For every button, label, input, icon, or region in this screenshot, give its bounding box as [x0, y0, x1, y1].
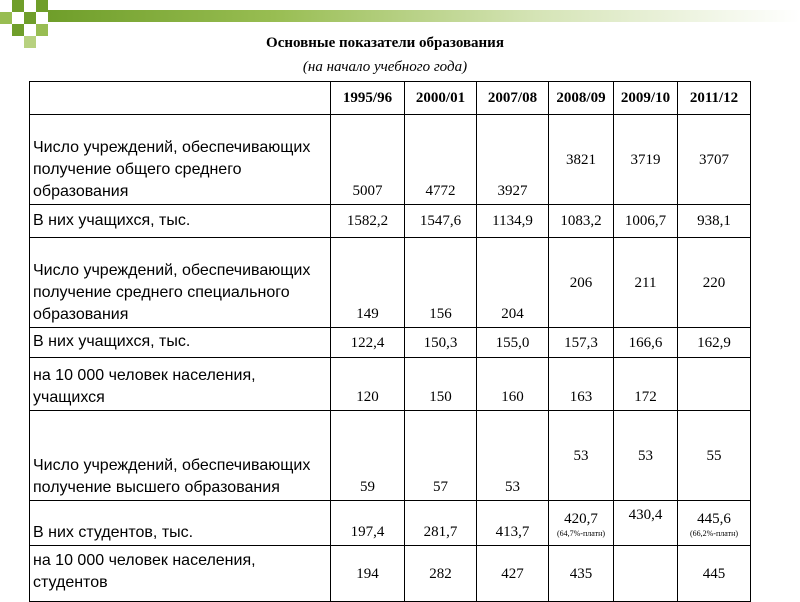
value-text: 445,6 [697, 510, 731, 527]
value-cell: 197,4 [331, 501, 405, 546]
table-row [30, 328, 751, 358]
value-cell: 3821 [549, 115, 614, 205]
table-header-row [30, 82, 751, 115]
page-title: Основные показатели образования [266, 35, 504, 51]
value-cell: 149 [331, 238, 405, 328]
table-row [30, 411, 751, 501]
value-cell: 1134,9 [477, 205, 549, 238]
row-label: Число учреждений, обеспечивающих получение высшего образования [30, 411, 331, 501]
value-cell: 150 [405, 358, 477, 411]
value-cell: 413,7 [477, 501, 549, 546]
value-cell: 53 [549, 411, 614, 501]
value-cell: 430,4 [614, 501, 678, 546]
value-cell: 166,6 [614, 328, 678, 358]
table-row [30, 546, 751, 602]
value-cell: 122,4 [331, 328, 405, 358]
row-label: В них студентов, тыс. [30, 501, 331, 546]
table-row [30, 501, 751, 546]
value-cell: 59 [331, 411, 405, 501]
value-cell: 55 [678, 411, 751, 501]
value-cell: 160 [477, 358, 549, 411]
table-row [30, 205, 751, 238]
value-cell: 220 [678, 238, 751, 328]
value-cell: 157,3 [549, 328, 614, 358]
value-cell: 282 [405, 546, 477, 602]
year-header: 2011/12 [678, 82, 751, 115]
header-corner-cell [30, 82, 331, 115]
row-label: В них учащихся, тыс. [30, 205, 331, 238]
value-cell: 938,1 [678, 205, 751, 238]
value-cell: 206 [549, 238, 614, 328]
decor-square [24, 12, 36, 24]
year-header: 2009/10 [614, 82, 678, 115]
value-cell: 204 [477, 238, 549, 328]
table-row [30, 238, 751, 328]
value-cell [614, 546, 678, 602]
value-cell: 162,9 [678, 328, 751, 358]
value-cell: 53 [614, 411, 678, 501]
value-cell: 211 [614, 238, 678, 328]
value-cell: 163 [549, 358, 614, 411]
value-cell: 1083,2 [549, 205, 614, 238]
year-header: 1995/96 [331, 82, 405, 115]
row-label: на 10 000 человек населения, учащихся [30, 358, 331, 411]
value-cell: 57 [405, 411, 477, 501]
value-cell: 172 [614, 358, 678, 411]
row-label: В них учащихся, тыс. [30, 328, 331, 358]
decor-square [36, 0, 48, 12]
paid-share-note: (66,2%-платн) [689, 528, 739, 538]
row-label: Число учреждений, обеспечивающих получение общего среднего образования [30, 115, 331, 205]
decor-gradient-bar [48, 10, 800, 22]
year-header: 2000/01 [405, 82, 477, 115]
value-cell: 445 [678, 546, 751, 602]
paid-share-note: (64,7%-платн) [556, 528, 606, 538]
value-cell: 427 [477, 546, 549, 602]
value-cell: 1547,6 [405, 205, 477, 238]
value-cell: 150,3 [405, 328, 477, 358]
row-label: Число учреждений, обеспечивающих получение среднего специального образования [30, 238, 331, 328]
value-text: 420,7 [564, 510, 598, 527]
value-cell: 4772 [405, 115, 477, 205]
value-cell: 3719 [614, 115, 678, 205]
value-cell [549, 501, 614, 546]
table-row [30, 115, 751, 205]
value-cell: 1582,2 [331, 205, 405, 238]
value-cell: 3927 [477, 115, 549, 205]
education-table [29, 81, 751, 602]
table-row [30, 358, 751, 411]
value-cell [678, 501, 751, 546]
row-label: на 10 000 человек населения, студентов [30, 546, 331, 602]
decor-square [0, 12, 12, 24]
value-cell: 120 [331, 358, 405, 411]
year-header: 2007/08 [477, 82, 549, 115]
value-cell: 155,0 [477, 328, 549, 358]
value-cell: 53 [477, 411, 549, 501]
value-cell: 3707 [678, 115, 751, 205]
value-cell: 156 [405, 238, 477, 328]
year-header: 2008/09 [549, 82, 614, 115]
value-cell: 5007 [331, 115, 405, 205]
page-subtitle: (на начало учебного года) [302, 59, 468, 75]
value-cell: 435 [549, 546, 614, 602]
decor-square [12, 0, 24, 12]
value-cell: 194 [331, 546, 405, 602]
value-cell: 1006,7 [614, 205, 678, 238]
value-cell [678, 358, 751, 411]
value-cell: 281,7 [405, 501, 477, 546]
